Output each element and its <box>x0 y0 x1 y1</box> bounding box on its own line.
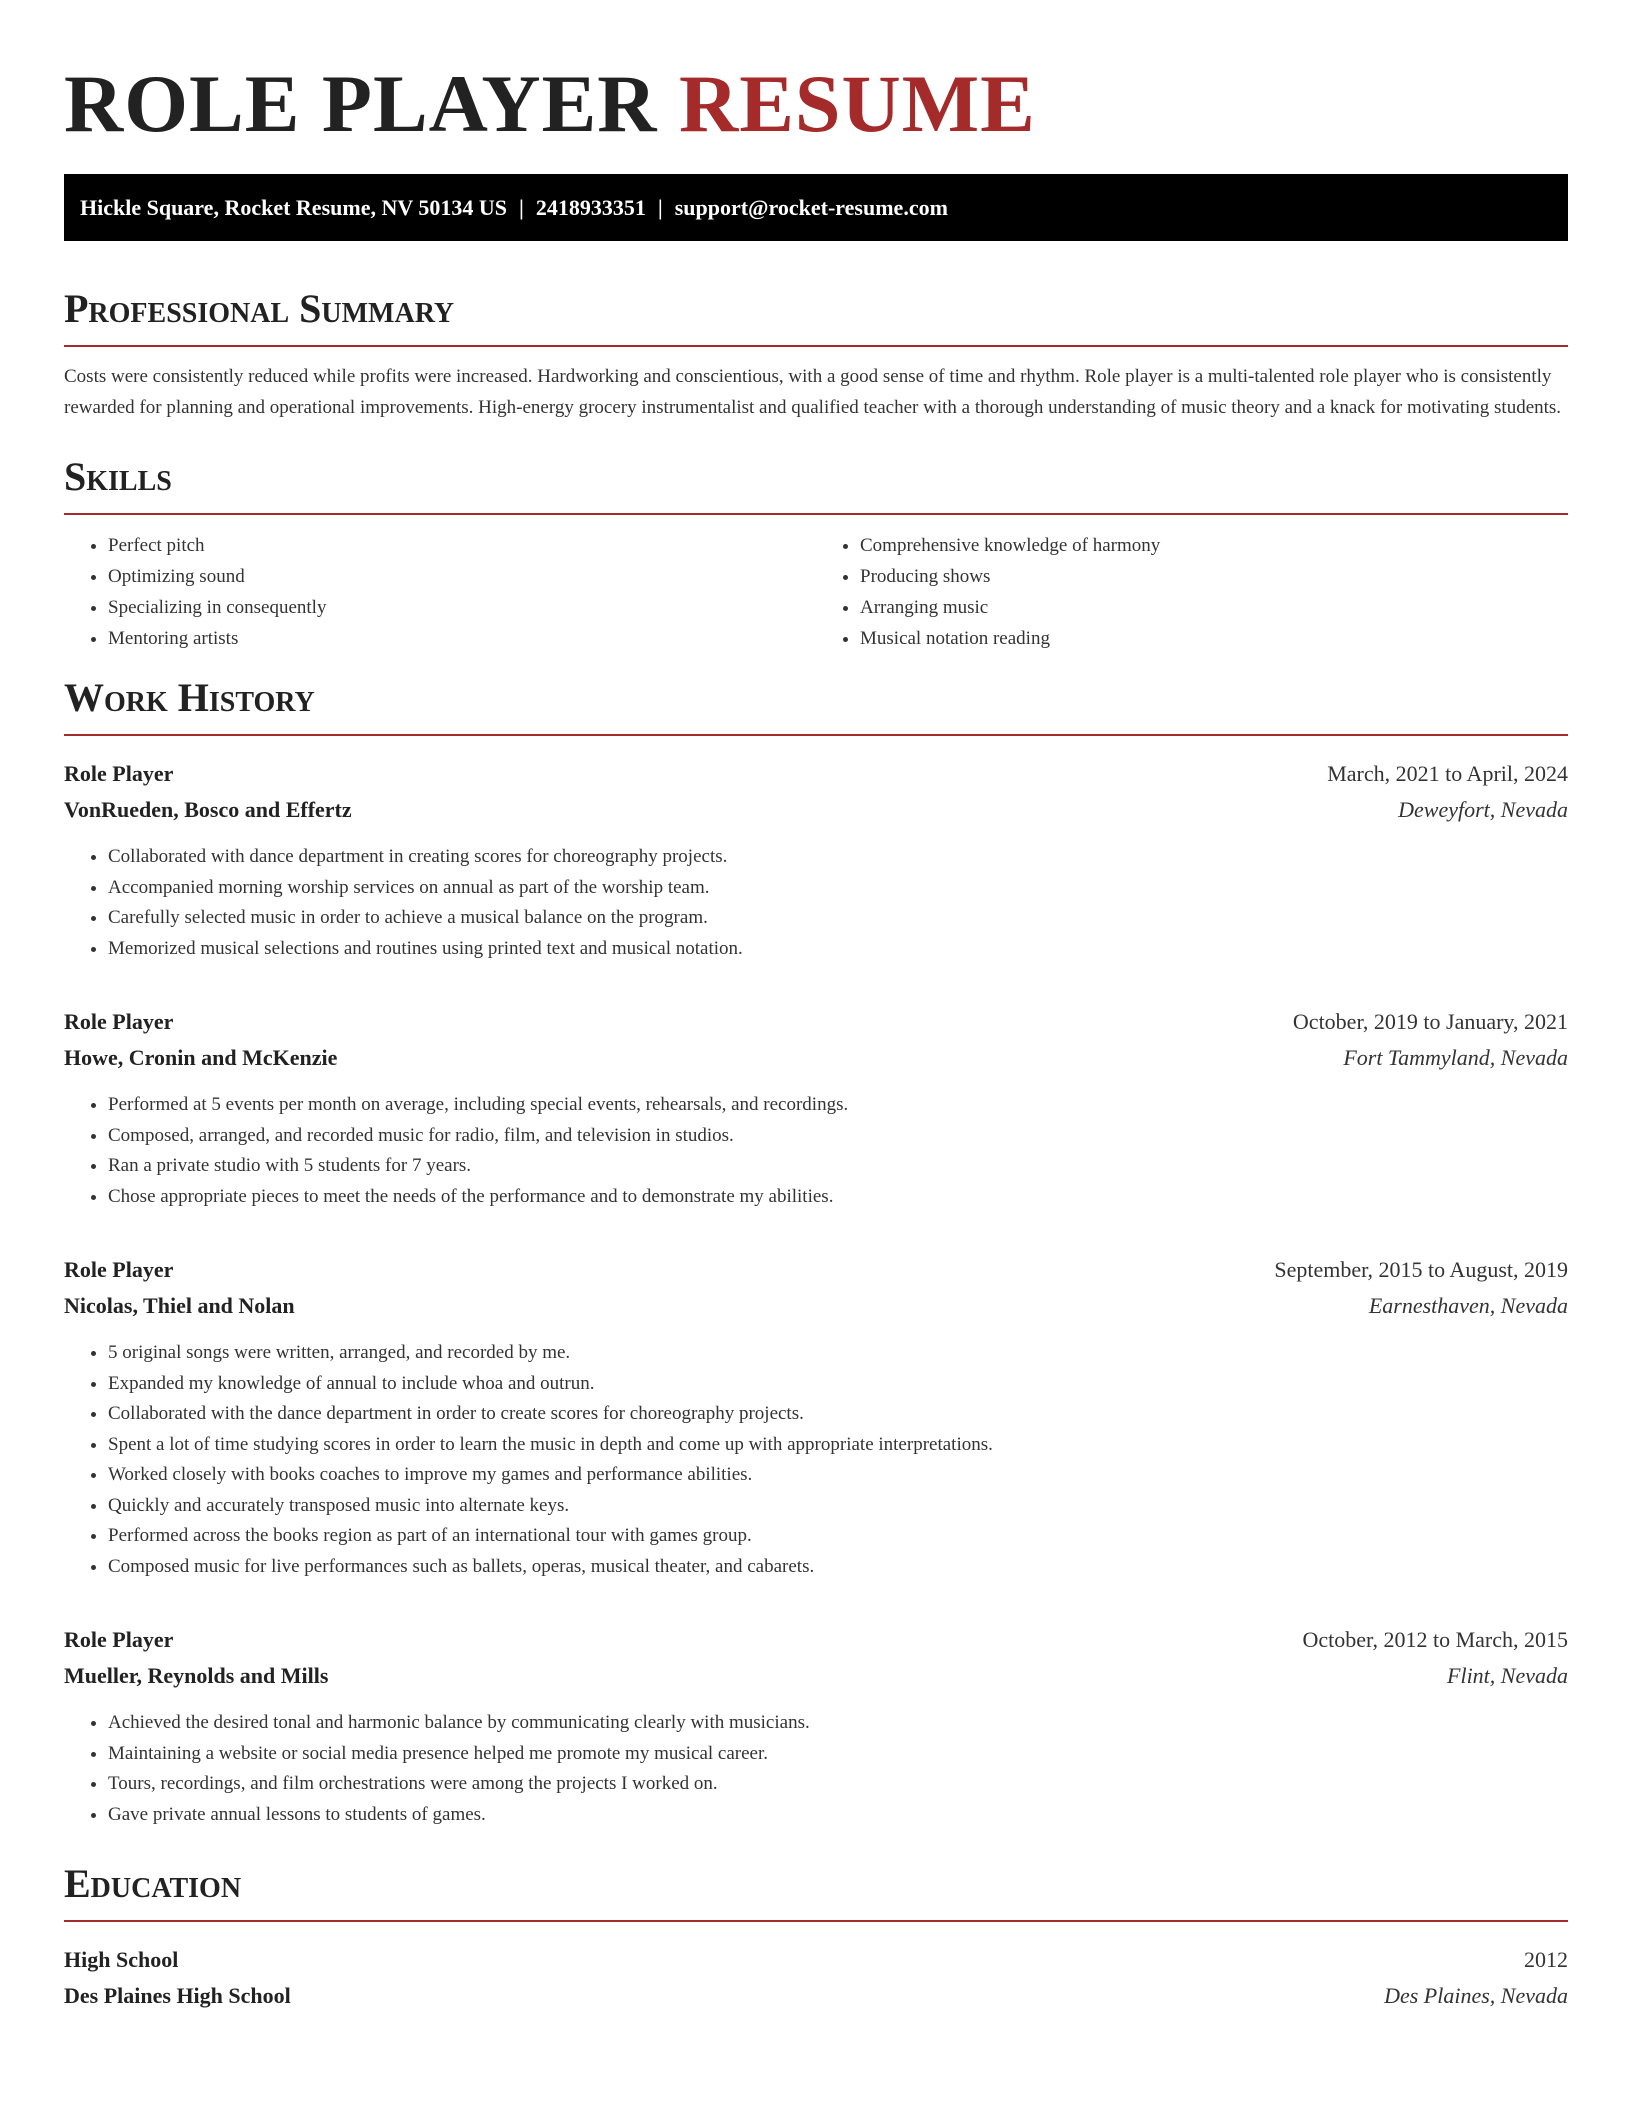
job-entry <box>64 1252 1568 1582</box>
title-main: ROLE PLAYER <box>64 58 658 149</box>
contact-address: Hickle Square, Rocket Resume, NV 50134 US <box>80 195 507 220</box>
job-header-row <box>64 1622 1568 1658</box>
job-bullet: • Tours, recordings, and film orchestrations were among the projects I worked on. <box>108 1769 1568 1800</box>
skills-column-right <box>816 530 1568 654</box>
contact-email: support@rocket-resume.com <box>674 195 948 220</box>
skill-item: • Comprehensive knowledge of harmony <box>860 530 1568 561</box>
education-entry <box>64 1942 1568 2014</box>
job-bullet: • Ran a private studio with 5 students for 7 years. <box>108 1151 1568 1182</box>
job-company-row <box>64 792 1568 828</box>
education-year: 2012 <box>1524 1947 1568 1972</box>
job-location: Fort Tammyland, Nevada <box>1343 1045 1568 1070</box>
title-accent: RESUME <box>679 58 1036 149</box>
job-company: Mueller, Reynolds and Mills <box>64 1663 329 1688</box>
job-bullet: • Spent a lot of time studying scores in order to learn the music in depth and come up with appropriate interpretations. <box>108 1430 1568 1461</box>
job-bullet: • Carefully selected music in order to achieve a musical balance on the program. <box>108 903 1568 934</box>
job-bullet: • Maintaining a website or social media presence helped me promote my musical career. <box>108 1739 1568 1770</box>
job-title: Role Player <box>64 761 174 786</box>
job-dates: March, 2021 to April, 2024 <box>1327 761 1568 786</box>
job-bullet: • Worked closely with books coaches to improve my games and performance abilities. <box>108 1460 1568 1491</box>
job-bullet: • Composed, arranged, and recorded music for radio, film, and television in studios. <box>108 1121 1568 1152</box>
job-company-row <box>64 1288 1568 1324</box>
job-title: Role Player <box>64 1009 174 1034</box>
job-dates: September, 2015 to August, 2019 <box>1274 1257 1568 1282</box>
job-entry <box>64 1622 1568 1830</box>
education-school-row <box>64 1978 1568 2014</box>
contact-separator: | <box>518 195 524 220</box>
education-school: Des Plaines High School <box>64 1983 291 2008</box>
job-dates: October, 2019 to January, 2021 <box>1292 1009 1568 1034</box>
job-bullets <box>64 1708 1568 1830</box>
job-header-row <box>64 1252 1568 1288</box>
resume-page <box>64 0 1568 2014</box>
job-bullets <box>64 1090 1568 1212</box>
job-bullet: • Achieved the desired tonal and harmonic balance by communicating clearly with musicians. <box>108 1708 1568 1739</box>
skills-grid <box>64 530 1568 654</box>
job-location: Flint, Nevada <box>1447 1663 1568 1688</box>
skill-item: • Mentoring artists <box>108 623 816 654</box>
job-company-row <box>64 1040 1568 1076</box>
skills-column-left <box>64 530 816 654</box>
job-location: Earnesthaven, Nevada <box>1368 1293 1568 1318</box>
job-bullet: • Quickly and accurately transposed music into alternate keys. <box>108 1491 1568 1522</box>
job-bullet: • 5 original songs were written, arranged, and recorded by me. <box>108 1338 1568 1369</box>
job-bullet: • Performed at 5 events per month on average, including special events, rehearsals, and recordings. <box>108 1090 1568 1121</box>
skill-item: • Musical notation reading <box>860 623 1568 654</box>
contact-phone: 2418933351 <box>535 195 646 220</box>
job-dates: October, 2012 to March, 2015 <box>1302 1627 1568 1652</box>
summary-text: Costs were consistently reduced while profits were increased. Hardworking and conscientious, with a good sense of time and rhythm. Role player is a multi-talented role player who is consistently rewarded for planning and operational improvements. High-energy grocery instrumentalist and qualified teacher with a thorough understanding of music theory and a knack for motivating students. <box>64 366 1562 418</box>
job-company: Nicolas, Thiel and Nolan <box>64 1293 295 1318</box>
job-company: VonRueden, Bosco and Effertz <box>64 797 352 822</box>
contact-bar <box>64 174 1568 241</box>
job-bullet: • Gave private annual lessons to students of games. <box>108 1800 1568 1831</box>
skill-item: • Specializing in consequently <box>108 592 816 623</box>
job-company-row <box>64 1658 1568 1694</box>
work-history-heading: Work History <box>64 674 1568 736</box>
job-bullet: • Collaborated with the dance department in order to create scores for choreography projects. <box>108 1399 1568 1430</box>
education-location: Des Plaines, Nevada <box>1384 1983 1568 2008</box>
skill-item: • Arranging music <box>860 592 1568 623</box>
job-bullet: • Composed music for live performances such as ballets, operas, musical theater, and cabarets. <box>108 1552 1568 1583</box>
job-title: Role Player <box>64 1627 174 1652</box>
job-entry <box>64 756 1568 964</box>
education-degree-row <box>64 1942 1568 1978</box>
job-company: Howe, Cronin and McKenzie <box>64 1045 338 1070</box>
education-heading: Education <box>64 1860 1568 1922</box>
job-header-row <box>64 1004 1568 1040</box>
education-degree: High School <box>64 1947 179 1972</box>
skill-item: • Producing shows <box>860 561 1568 592</box>
skill-item: • Perfect pitch <box>108 530 816 561</box>
job-bullet: • Chose appropriate pieces to meet the needs of the performance and to demonstrate my abilities. <box>108 1182 1568 1213</box>
summary-heading: Professional Summary <box>64 285 1568 347</box>
job-bullet: • Expanded my knowledge of annual to include whoa and outrun. <box>108 1369 1568 1400</box>
job-title: Role Player <box>64 1257 174 1282</box>
job-header-row <box>64 756 1568 792</box>
job-bullet: • Accompanied morning worship services on annual as part of the worship team. <box>108 873 1568 904</box>
job-location: Deweyfort, Nevada <box>1398 797 1568 822</box>
contact-separator: | <box>657 195 663 220</box>
job-bullet: • Performed across the books region as part of an international tour with games group. <box>108 1521 1568 1552</box>
job-entry <box>64 1004 1568 1212</box>
skill-item: • Optimizing sound <box>108 561 816 592</box>
job-bullet: • Memorized musical selections and routines using printed text and musical notation. <box>108 934 1568 965</box>
job-bullets <box>64 842 1568 964</box>
resume-title <box>64 0 1568 150</box>
skills-heading: Skills <box>64 453 1568 515</box>
job-bullets <box>64 1338 1568 1582</box>
job-bullet: • Collaborated with dance department in creating scores for choreography projects. <box>108 842 1568 873</box>
